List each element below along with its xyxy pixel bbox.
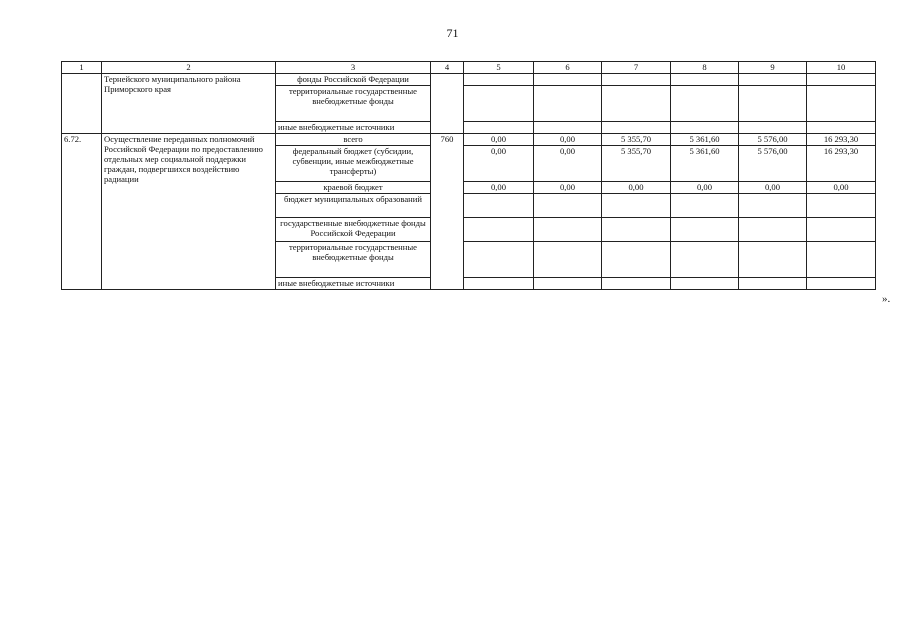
item-name-cell: Тернейского муниципального района Приморского края xyxy=(102,74,276,134)
source-cell: федеральный бюджет (субсидии, субвенции, иные межбюджетные трансферты) xyxy=(276,146,431,182)
value-cell: 0,00 xyxy=(739,182,807,194)
value-cell xyxy=(807,86,876,122)
value-cell xyxy=(739,122,807,134)
value-cell: 16 293,30 xyxy=(807,146,876,182)
value-cell xyxy=(464,74,534,86)
page-number: 71 xyxy=(446,26,459,40)
item-name-cell: Осуществление переданных полномочий Российской Федерации по предоставлению отдельных мер социальной поддержки граждан, подвергшихся воздействию радиации xyxy=(102,134,276,290)
value-cell xyxy=(464,194,534,218)
value-cell xyxy=(534,242,602,278)
value-cell xyxy=(464,278,534,290)
source-cell: фонды Российской Федерации xyxy=(276,74,431,86)
value-cell xyxy=(534,122,602,134)
header-cell: 10 xyxy=(807,62,876,74)
value-cell xyxy=(464,86,534,122)
value-cell: 5 576,00 xyxy=(739,134,807,146)
value-cell: 5 361,60 xyxy=(671,134,739,146)
value-cell: 0,00 xyxy=(671,182,739,194)
value-cell: 16 293,30 xyxy=(807,134,876,146)
value-cell xyxy=(739,86,807,122)
header-cell: 8 xyxy=(671,62,739,74)
value-cell xyxy=(807,218,876,242)
source-cell: иные внебюджетные источники xyxy=(276,122,431,134)
closing-quote-mark: ». xyxy=(882,293,891,305)
value-cell xyxy=(807,122,876,134)
header-cell: 1 xyxy=(62,62,102,74)
value-cell xyxy=(739,194,807,218)
value-cell xyxy=(807,74,876,86)
value-cell xyxy=(602,194,671,218)
value-cell xyxy=(807,278,876,290)
value-cell: 0,00 xyxy=(464,134,534,146)
table-row xyxy=(62,74,876,86)
value-cell xyxy=(739,242,807,278)
value-cell xyxy=(671,218,739,242)
value-cell xyxy=(464,218,534,242)
source-cell: иные внебюджетные источники xyxy=(276,278,431,290)
source-cell: бюджет муниципальных образований xyxy=(276,194,431,218)
value-cell xyxy=(739,218,807,242)
value-cell xyxy=(671,278,739,290)
header-row xyxy=(62,62,876,74)
header-cell: 9 xyxy=(739,62,807,74)
value-cell xyxy=(602,86,671,122)
value-cell xyxy=(602,242,671,278)
value-cell xyxy=(602,74,671,86)
source-cell: территориальные государственные внебюджетные фонды xyxy=(276,86,431,122)
code-cell: 760 xyxy=(431,134,464,290)
table-row xyxy=(62,134,876,146)
value-cell xyxy=(671,242,739,278)
source-cell: краевой бюджет xyxy=(276,182,431,194)
value-cell xyxy=(739,74,807,86)
header-cell: 6 xyxy=(534,62,602,74)
value-cell: 5 361,60 xyxy=(671,146,739,182)
value-cell xyxy=(671,122,739,134)
value-cell xyxy=(671,194,739,218)
header-cell: 5 xyxy=(464,62,534,74)
value-cell: 0,00 xyxy=(534,146,602,182)
value-cell xyxy=(534,74,602,86)
value-cell xyxy=(739,278,807,290)
value-cell xyxy=(464,122,534,134)
source-cell: территориальные государственные внебюджетные фонды xyxy=(276,242,431,278)
budget-table xyxy=(61,61,876,290)
value-cell xyxy=(534,218,602,242)
value-cell xyxy=(464,242,534,278)
source-cell: государственные внебюджетные фонды Российской Федерации xyxy=(276,218,431,242)
header-cell: 4 xyxy=(431,62,464,74)
item-number-cell xyxy=(62,74,102,134)
code-cell xyxy=(431,74,464,134)
value-cell xyxy=(602,122,671,134)
header-cell: 3 xyxy=(276,62,431,74)
value-cell xyxy=(602,218,671,242)
value-cell: 0,00 xyxy=(602,182,671,194)
value-cell: 0,00 xyxy=(464,146,534,182)
value-cell: 0,00 xyxy=(534,134,602,146)
value-cell xyxy=(807,194,876,218)
value-cell: 0,00 xyxy=(807,182,876,194)
value-cell xyxy=(534,86,602,122)
item-number-cell: 6.72. xyxy=(62,134,102,290)
header-cell: 7 xyxy=(602,62,671,74)
value-cell xyxy=(671,86,739,122)
value-cell: 5 355,70 xyxy=(602,134,671,146)
value-cell: 5 355,70 xyxy=(602,146,671,182)
header-cell: 2 xyxy=(102,62,276,74)
value-cell xyxy=(671,74,739,86)
value-cell: 0,00 xyxy=(534,182,602,194)
value-cell xyxy=(534,194,602,218)
value-cell xyxy=(602,278,671,290)
source-cell: всего xyxy=(276,134,431,146)
value-cell: 5 576,00 xyxy=(739,146,807,182)
value-cell: 0,00 xyxy=(464,182,534,194)
value-cell xyxy=(534,278,602,290)
value-cell xyxy=(807,242,876,278)
